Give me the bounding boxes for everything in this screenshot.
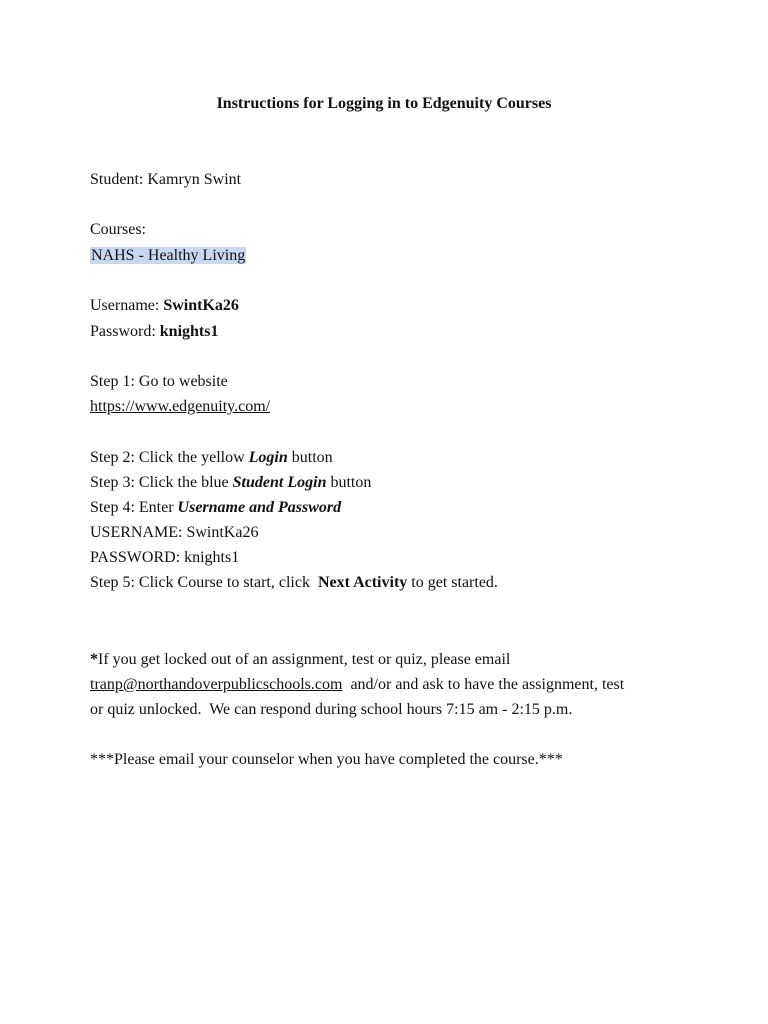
password-value: knights1 bbox=[159, 323, 219, 340]
step1-text: Step 1: Go to website bbox=[90, 373, 228, 390]
step3-emphasis: Student Login bbox=[232, 474, 327, 491]
student-name: Kamryn Swint bbox=[147, 171, 242, 188]
step4-line bbox=[90, 496, 341, 520]
password-upper-line: PASSWORD: knights1 bbox=[90, 549, 240, 566]
note-line-3: or quiz unlocked. We can respond during school hours 7:15 am - 2:15 p.m. bbox=[90, 701, 573, 718]
username-value: SwintKa26 bbox=[163, 297, 239, 314]
step2-emphasis: Login bbox=[248, 449, 288, 466]
course-item-highlighted: NAHS - Healthy Living bbox=[91, 247, 246, 264]
step5-suffix: to get started. bbox=[407, 574, 498, 591]
email-link[interactable]: tranp@northandoverpublicschools.com bbox=[90, 676, 343, 693]
closing-line: ***Please email your counselor when you have completed the course.*** bbox=[90, 751, 563, 768]
step3-text: Step 3: Click the blue bbox=[90, 474, 233, 491]
document-title: Instructions for Logging in to Edgenuity Courses bbox=[216, 95, 552, 112]
courses-label: Courses: bbox=[90, 221, 146, 238]
step2-line bbox=[90, 446, 333, 470]
step5-text: Step 5: Click Course to start, click bbox=[90, 574, 318, 591]
student-line bbox=[90, 168, 241, 192]
step4-emphasis: Username and Password bbox=[177, 499, 342, 516]
step2-suffix: button bbox=[287, 449, 333, 466]
step2-text: Step 2: Click the yellow bbox=[90, 449, 249, 466]
step5-emphasis: Next Activity bbox=[317, 574, 408, 591]
course-item bbox=[90, 244, 246, 268]
username-line bbox=[90, 294, 239, 318]
edgenuity-link[interactable]: https://www.edgenuity.com/ bbox=[90, 398, 271, 415]
step1-url-line bbox=[90, 395, 270, 419]
note-text-1: If you get locked out of an assignment, test or quiz, please email bbox=[98, 651, 511, 668]
note-star: * bbox=[90, 651, 98, 668]
student-label: Student: bbox=[90, 171, 148, 188]
username-label: Username: bbox=[90, 297, 164, 314]
password-label: Password: bbox=[90, 323, 160, 340]
step5-line bbox=[90, 571, 498, 595]
step3-line bbox=[90, 471, 371, 495]
note-text-2: and/or and ask to have the assignment, test bbox=[342, 676, 625, 693]
note-line-2 bbox=[90, 673, 624, 697]
step4-text: Step 4: Enter bbox=[90, 499, 178, 516]
step3-suffix: button bbox=[326, 474, 372, 491]
password-line bbox=[90, 320, 218, 344]
username-upper-line: USERNAME: SwintKa26 bbox=[90, 524, 259, 541]
note-line-1 bbox=[90, 648, 510, 672]
